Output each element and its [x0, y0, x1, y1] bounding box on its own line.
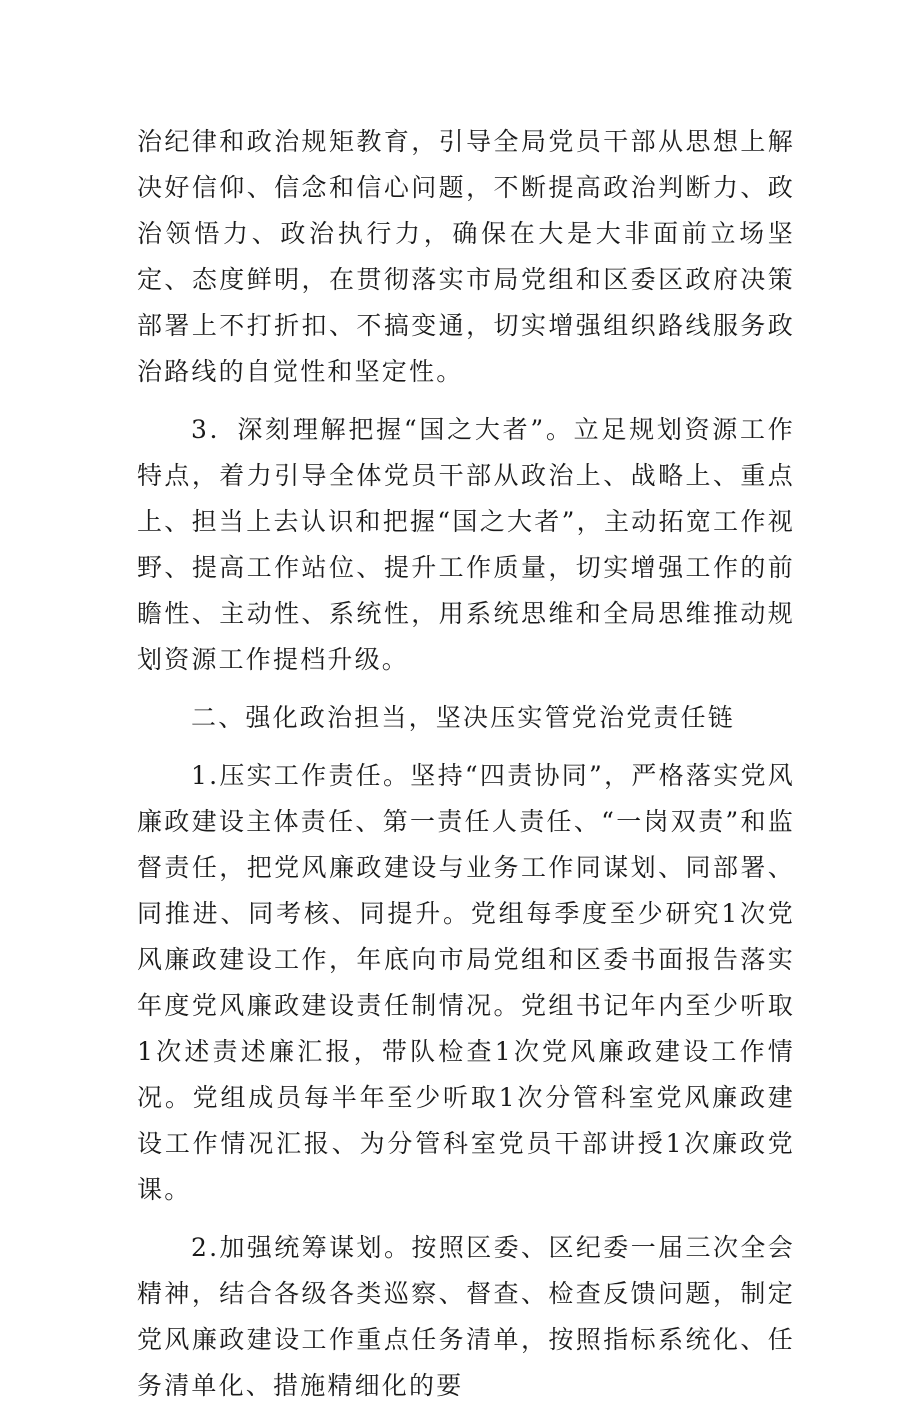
paragraph-overall-planning: 2.加强统筹谋划。按照区委、区纪委一届三次全会精神，结合各级各类巡察、督查、检查反馈问题，制定党风廉政建设工作重点任务清单，按照指标系统化、任务清单化、措施精细化的要	[137, 1233, 795, 1400]
paragraph-work-responsibility: 1.压实工作责任。坚持“四责协同”，严格落实党风廉政建设主体责任、第一责任人责任、“一岗双责”和监督责任，把党风廉政建设与业务工作同谋划、同部署、同推进、同考核、同提升。党组每季度至少研究1次党风廉政建设工作，年底向市局党组和区委书面报告落实年度党风廉政建设责任制情况。党组书记年内至少听取1次述责述廉汇报，带队检查1次党风廉政建设工作情况。党组成员每半年至少听取1次分管科室党风廉政建设工作情况汇报、为分管科室党员干部讲授1次廉政党课。	[137, 761, 795, 1204]
section-heading-two: 二、强化政治担当，坚决压实管党治党责任链	[191, 703, 736, 732]
paragraph-guozhidazhe: 3．深刻理解把握“国之大者”。立足规划资源工作特点，着力引导全体党员干部从政治上、战略上、重点上、担当上去认识和把握“国之大者”，主动拓宽工作视野、提高工作站位、提升工作质量，切实增强工作的前瞻性、主动性、系统性，用系统思维和全局思维推动规划资源工作提档升级。	[137, 415, 795, 674]
document-body	[137, 119, 795, 1409]
paragraph-political-discipline: 治纪律和政治规矩教育，引导全局党员干部从思想上解决好信仰、信念和信心问题，不断提高政治判断力、政治领悟力、政治执行力，确保在大是大非面前立场坚定、态度鲜明，在贯彻落实市局党组和区委区政府决策部署上不打折扣、不搞变通，切实增强组织路线服务政治路线的自觉性和坚定性。	[137, 127, 795, 386]
